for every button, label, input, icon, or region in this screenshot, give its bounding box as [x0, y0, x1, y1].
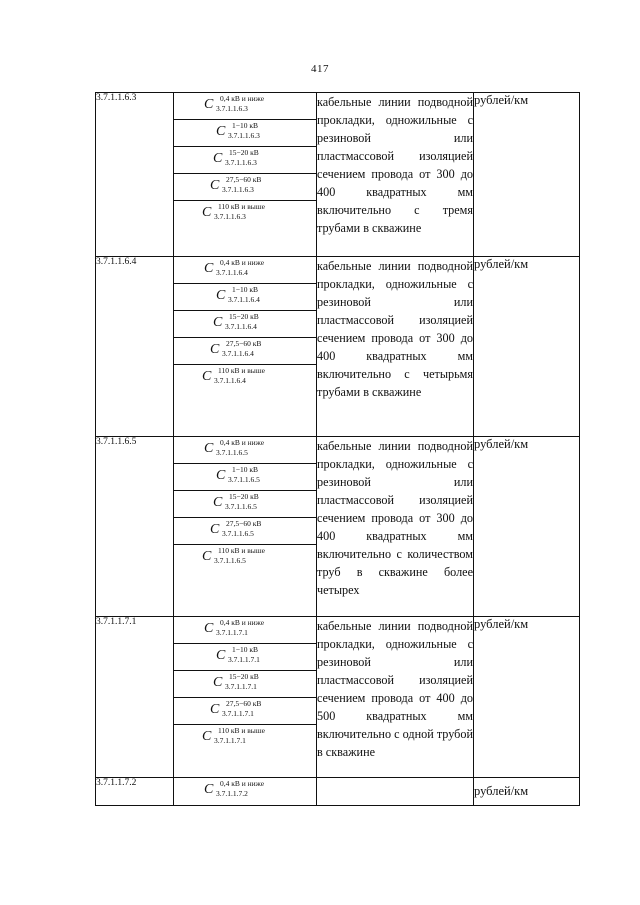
symbol-index: 3.7.1.1.7.1	[222, 709, 254, 718]
symbol-index: 3.7.1.1.6.3	[216, 104, 248, 113]
symbol-letter: C	[204, 261, 214, 276]
symbol-letter: C	[213, 151, 223, 166]
row-unit: рублей/км	[474, 93, 580, 257]
page-number: 417	[311, 63, 329, 75]
row-description: кабельные линии подводной прокладки, одножильные с резиновой или пластмассовой изоляцией сечением провода от 300 до 400 квадратных мм включительно с четырьмя трубами в скважине	[317, 257, 474, 437]
symbol-index: 3.7.1.1.6.4	[225, 322, 257, 331]
symbol-cell	[174, 201, 316, 227]
symbol-voltage: 15−20 кВ	[229, 148, 259, 157]
symbol-voltage: 1−10 кВ	[232, 465, 259, 474]
symbol-cell	[174, 644, 316, 671]
row-unit: рублей/км	[474, 617, 580, 778]
symbol-cell	[174, 93, 316, 120]
symbol-voltage: 1−10 кВ	[232, 285, 259, 294]
symbol-voltage: 0,4 кВ и ниже	[220, 94, 265, 103]
symbols-cell	[174, 617, 317, 778]
symbol-letter: C	[210, 522, 220, 537]
row-code: 3.7.1.1.6.5	[96, 437, 174, 617]
row-unit: рублей/км	[474, 778, 580, 806]
symbol-voltage: 27,5−60 кВ	[226, 339, 262, 348]
symbol-index: 3.7.1.1.6.5	[216, 448, 248, 457]
symbol-index: 3.7.1.1.6.5	[214, 556, 246, 565]
row-description: кабельные линии подводной прокладки, одножильные с резиновой или пластмассовой изоляцией сечением провода от 300 до 400 квадратных мм включительно с количеством труб в скважине более четырех	[317, 437, 474, 617]
symbol-voltage: 1−10 кВ	[232, 645, 259, 654]
symbols-cell	[174, 437, 317, 617]
symbol-index: 3.7.1.1.6.5	[225, 502, 257, 511]
symbols-cell	[174, 778, 317, 806]
symbol-cell	[174, 338, 316, 365]
row-description: кабельные линии подводной прокладки, одножильные с резиновой или пластмассовой изоляцией сечением провода от 300 до 400 квадратных мм включительно с тремя трубами в скважине	[317, 93, 474, 257]
symbol-cell	[174, 725, 316, 751]
symbol-index: 3.7.1.1.6.3	[222, 185, 254, 194]
row-unit: рублей/км	[474, 257, 580, 437]
table-row	[96, 257, 580, 437]
symbol-cell	[174, 617, 316, 644]
symbol-voltage: 0,4 кВ и ниже	[220, 618, 265, 627]
symbol-letter: C	[213, 315, 223, 330]
symbol-letter: C	[204, 782, 214, 797]
symbol-cell	[174, 671, 316, 698]
symbols-cell	[174, 93, 317, 257]
symbol-voltage: 110 кВ и выше	[218, 202, 265, 211]
row-description: кабельные линии подводной прокладки, одножильные с резиновой или пластмассовой изоляцией сечением провода от 400 до 500 квадратных мм включительно с одной трубой в скважине	[317, 617, 474, 778]
symbol-cell	[174, 437, 316, 464]
symbol-cell	[174, 545, 316, 571]
symbol-cell	[174, 778, 316, 804]
symbol-letter: C	[202, 205, 212, 220]
symbol-letter: C	[204, 621, 214, 636]
symbol-letter: C	[210, 702, 220, 717]
row-code: 3.7.1.1.7.2	[96, 778, 174, 806]
symbol-voltage: 110 кВ и выше	[218, 726, 265, 735]
symbol-voltage: 27,5−60 кВ	[226, 699, 262, 708]
symbol-cell	[174, 147, 316, 174]
symbol-letter: C	[213, 675, 223, 690]
symbol-index: 3.7.1.1.6.4	[228, 295, 260, 304]
row-code: 3.7.1.1.6.3	[96, 93, 174, 257]
symbol-voltage: 1−10 кВ	[232, 121, 259, 130]
symbol-index: 3.7.1.1.6.3	[228, 131, 260, 140]
symbol-index: 3.7.1.1.7.1	[225, 682, 257, 691]
symbol-letter: C	[210, 342, 220, 357]
symbol-voltage: 27,5−60 кВ	[226, 519, 262, 528]
symbol-cell	[174, 120, 316, 147]
symbol-cell	[174, 257, 316, 284]
symbol-cell	[174, 311, 316, 338]
symbol-cell	[174, 284, 316, 311]
symbol-letter: C	[213, 495, 223, 510]
symbol-voltage: 0,4 кВ и ниже	[220, 779, 265, 788]
table-row	[96, 778, 580, 806]
symbol-letter: C	[216, 648, 226, 663]
symbol-voltage: 0,4 кВ и ниже	[220, 438, 265, 447]
row-code: 3.7.1.1.6.4	[96, 257, 174, 437]
symbol-letter: C	[202, 549, 212, 564]
symbol-index: 3.7.1.1.6.4	[222, 349, 254, 358]
symbol-index: 3.7.1.1.6.3	[225, 158, 257, 167]
symbol-voltage: 0,4 кВ и ниже	[220, 258, 265, 267]
symbol-letter: C	[216, 288, 226, 303]
symbol-voltage: 15−20 кВ	[229, 672, 259, 681]
symbol-letter: C	[216, 124, 226, 139]
symbol-index: 3.7.1.1.6.4	[214, 376, 246, 385]
symbol-index: 3.7.1.1.7.1	[216, 628, 248, 637]
symbol-cell	[174, 518, 316, 545]
symbol-letter: C	[204, 97, 214, 112]
symbol-letter: C	[202, 729, 212, 744]
symbol-index: 3.7.1.1.6.5	[222, 529, 254, 538]
table-row	[96, 617, 580, 778]
symbol-voltage: 110 кВ и выше	[218, 546, 265, 555]
symbol-index: 3.7.1.1.6.4	[216, 268, 248, 277]
symbol-index: 3.7.1.1.7.1	[214, 736, 246, 745]
symbol-letter: C	[216, 468, 226, 483]
symbol-cell	[174, 464, 316, 491]
symbol-index: 3.7.1.1.7.2	[216, 789, 248, 798]
symbol-voltage: 110 кВ и выше	[218, 366, 265, 375]
symbol-voltage: 15−20 кВ	[229, 492, 259, 501]
symbol-cell	[174, 491, 316, 518]
symbol-voltage: 15−20 кВ	[229, 312, 259, 321]
symbol-cell	[174, 174, 316, 201]
row-description	[317, 778, 474, 806]
row-code: 3.7.1.1.7.1	[96, 617, 174, 778]
symbol-index: 3.7.1.1.6.5	[228, 475, 260, 484]
tariff-table	[95, 92, 580, 806]
symbol-letter: C	[204, 441, 214, 456]
table-row	[96, 437, 580, 617]
symbol-cell	[174, 365, 316, 391]
symbol-index: 3.7.1.1.7.1	[228, 655, 260, 664]
row-unit: рублей/км	[474, 437, 580, 617]
symbol-cell	[174, 698, 316, 725]
symbol-letter: C	[210, 178, 220, 193]
table-row	[96, 93, 580, 257]
symbol-voltage: 27,5−60 кВ	[226, 175, 262, 184]
symbol-letter: C	[202, 369, 212, 384]
symbols-cell	[174, 257, 317, 437]
symbol-index: 3.7.1.1.6.3	[214, 212, 246, 221]
